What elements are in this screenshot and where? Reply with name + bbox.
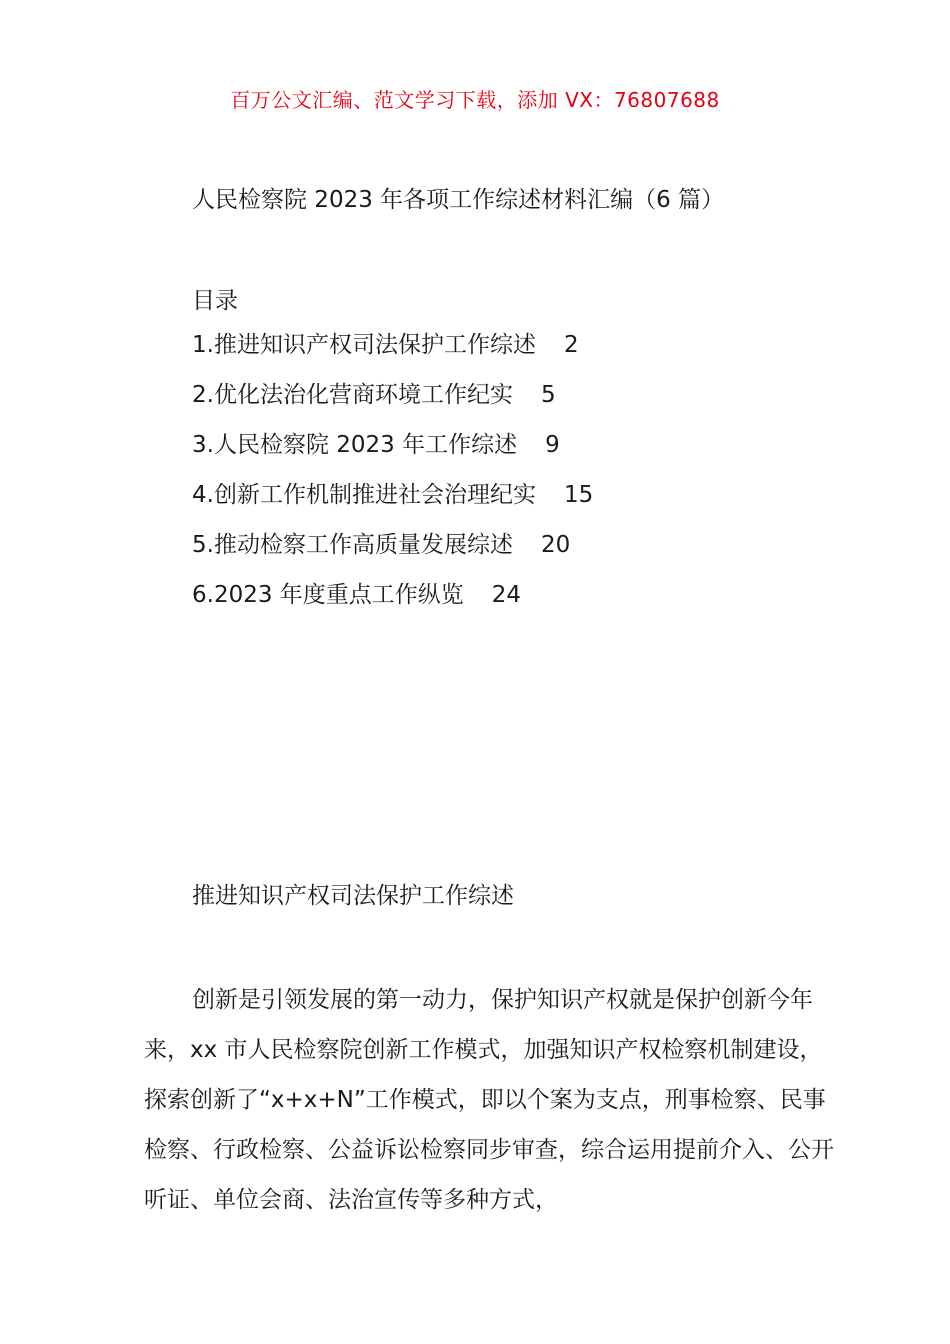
toc-item-page: 20 xyxy=(540,532,571,558)
toc-item xyxy=(192,380,593,430)
toc-item-label: 2.优化法治化营商环境工作纪实 xyxy=(192,382,513,408)
toc-item-page: 24 xyxy=(491,582,522,608)
toc-item-label: 4.创新工作机制推进社会治理纪实 xyxy=(192,482,536,508)
toc-item-page: 5 xyxy=(540,382,556,408)
toc-item xyxy=(192,430,593,480)
toc-item-label: 1.推进知识产权司法保护工作综述 xyxy=(192,332,536,358)
header-advertisement: 百万公文汇编、范文学习下载，添加 VX：76807688 xyxy=(230,88,720,112)
toc-heading: 目录 xyxy=(192,288,238,314)
body-paragraph: 创新是引领发展的第一动力，保护知识产权就是保护创新今年来，xx 市人民检察院创新工作模式，加强知识产权检察机制建设，探索创新了“x+x+N”工作模式，即以个案为支点，刑事检察、民事检察、行政检察、公益诉讼检察同步审查，综合运用提前介入、公开听证、单位会商、法治宣传等多种方式， xyxy=(144,987,834,1213)
toc-item-page: 2 xyxy=(563,332,579,358)
toc-item xyxy=(192,580,593,630)
toc-item-page: 9 xyxy=(545,432,560,458)
toc-item-page: 15 xyxy=(563,482,594,508)
section-title: 推进知识产权司法保护工作综述 xyxy=(192,883,514,909)
toc-item-label: 6.2023 年度重点工作纵览 xyxy=(192,582,464,608)
table-of-contents xyxy=(192,330,593,630)
document-title: 人民检察院 2023 年各项工作综述材料汇编（6 篇） xyxy=(192,187,725,213)
toc-item-label: 5.推动检察工作高质量发展综述 xyxy=(192,532,513,558)
toc-item-label: 3.人民检察院 2023 年工作综述 xyxy=(192,432,518,458)
toc-item xyxy=(192,480,593,530)
toc-item xyxy=(192,530,593,580)
toc-item xyxy=(192,330,593,380)
